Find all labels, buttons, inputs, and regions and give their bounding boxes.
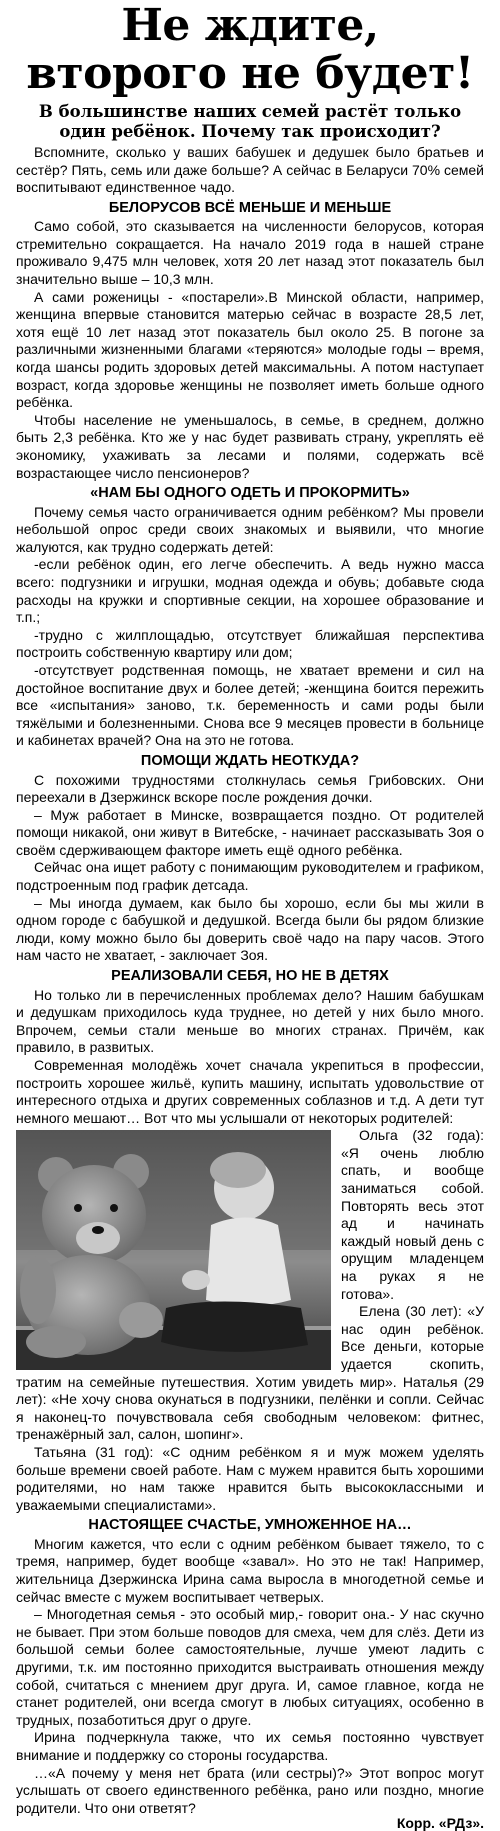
paragraph: А сами роженицы - «постарели».В Минской области, например, женщина впервые становится матерью сейчас в возрасте 28,5 лет, хотя ещё 10 лет назад этот показатель был около 25. В погоне за различными жизненными благами «теряются» молодые годы – время, когда шансы родить здоровых детей максимальны. А потом наступает возраст, когда здоровье женщины не позволяет иметь больше одного ребёнка. [16, 288, 484, 411]
article-lead: В большинстве наших семей растёт только один ребёнок. Почему так происходит? [38, 102, 462, 141]
paragraph: Чтобы население не уменьшалось, в семье, в среднем, должно быть 2,3 ребёнка. Кто же у нас будет развивать страну, укреплять её экономику, ухаживать за лесами и полями, содержать всё возрастающее число пенсионеров? [16, 411, 484, 481]
paragraph: С похожими трудностями столкнулась семья Грибовских. Они переехали в Дзержинск вскоре после рождения дочки. [16, 771, 484, 806]
paragraph: Многим кажется, что если с одним ребёнком бывает тяжело, то с тремя, например, будет вообще «завал». Но это не так! Например, жительница Дзержинска Ирина сама выросла в многодетной семье и сейчас вместе с мужем воспитывает четверых. [16, 1535, 484, 1605]
paragraph: -отсутствует родственная помощь, не хватает времени и сил на достойное воспитание двух и более детей; -женщина боится пережить все «испытания» заново, т.к. беременность и сами роды были тяжёлыми и болезненными. Снова все 9 месяцев провести в больнице и кабинетах врачей? Она на это не готова. [16, 662, 484, 749]
paragraph: …«А почему у меня нет брата (или сестры)?» Этот вопрос могут услышать от своего единственного ребёнка, рано или поздно, многие родители. Что они ответят? [16, 1764, 484, 1816]
photo-child-with-teddy-bear [16, 1130, 331, 1370]
paragraph: -если ребёнок один, его легче обеспечить. А ведь нужно масса всего: подгузники и игрушки, модная одежда и обувь; добавьте сюда расходы на кружки и спортивные секции, на хорошее образование и т.п.; [16, 556, 484, 626]
paragraph: Сейчас она ищет работу с понимающим руководителем и графиком, подстроенным под график детсада. [16, 859, 484, 894]
paragraph: – Мы иногда думаем, как было бы хорошо, если бы мы жили в одном городе с бабушкой и дедушкой. Всегда были бы рядом близкие люди, кому можно было бы доверить своё чадо на пару часов. Этого нам часто не хватает, - заключает Зоя. [16, 894, 484, 964]
paragraph: – Многодетная семья - это особый мир,- говорит она.- У нас скучно не бывает. При этом больше поводов для смеха, чем для слёз. Дети из большой семьи более самостоятельные, лучше умеют ладить с другими, т.к. им постоянно приходится выстраивать отношения между собой, считаться с мнением друг друга. И, самое главное, когда не станет родителей, они всегда смогут в любых ситуациях, особенно в трудных, позаботиться друг о друге. [16, 1606, 484, 1728]
paragraph-intro: Вспомните, сколько у ваших бабушек и дедушек было братьев и сестёр? Пять, семь или даже больше? А сейчас в Беларуси 70% семей воспитывают единственное чадо. [16, 144, 484, 196]
paragraph: – Муж работает в Минске, возвращается поздно. От родителей помощи никакой, они живут в Витебске, - начинает рассказывать Зоя о своём сдерживающем факторе иметь ещё одного ребёнка. [16, 806, 484, 858]
article [0, 2, 500, 1831]
photo-illustration [16, 1130, 331, 1370]
paragraph-quote-elena: Елена (30 лет): «У нас один ребёнок. Все деньги, которые удается скопить, тратим на семейные путешествия. Хотим увидеть мир». Наталья (29 лет): «Не хочу снова окунаться в подгузники, пелёнки и сопли. Сейчас я наконец-то почувствовала себя свободным человеком: фитнес, тренажёрный зал, салон, шопинг». [16, 1303, 484, 1443]
paragraph: Ирина подчеркнула также, что их семья постоянно чувствует внимание и поддержку со стороны государства. [16, 1729, 484, 1763]
paragraph: -трудно с жилплощадью, отсутствует ближайшая перспектива построить собственную квартиру или дом; [16, 626, 484, 661]
paragraph: Современная молодёжь хочет сначала укрепиться в профессии, построить хорошее жильё, купить машину, испытать удовольствие от интересного отдыха и других современных соблазнов и т.д. А дети тут немного мешают… Вот что мы услышали от некоторых родителей: [16, 1056, 484, 1126]
section-heading-4: РЕАЛИЗОВАЛИ СЕБЯ, НО НЕ В ДЕТЯХ [111, 968, 389, 985]
article-title: Не ждите, второго не будет! [26, 0, 474, 99]
section-heading-2: «НАМ БЫ ОДНОГО ОДЕТЬ И ПРОКОРМИТЬ» [90, 485, 410, 502]
paragraph-quote-olga: Ольга (32 года): «Я очень люблю спать, и вообще заниматься собой. Повторять весь этот ад и начинать каждый новый день с орущим младенцем на руках я не готова». [341, 1127, 484, 1302]
section-heading-5: НАСТОЯЩЕЕ СЧАСТЬЕ, УМНОЖЕННОЕ НА… [88, 1517, 412, 1534]
author-signature: Корр. «РДз». [396, 1815, 484, 1831]
section-heading-3: ПОМОЩИ ЖДАТЬ НЕОТКУДА? [140, 753, 360, 769]
article-body [16, 144, 484, 1831]
paragraph: Но только ли в перечисленных проблемах дело? Нашим бабушкам и дедушкам приходилось куда труднее, но детей у них было много. Впрочем, семьи стали меньше во многих странах. Причём, как правило, в развитых. [16, 986, 484, 1056]
section-heading-1: БЕЛОРУСОВ ВСЁ МЕНЬШЕ И МЕНЬШЕ [108, 199, 392, 216]
paragraph-quote-tatiana: Татьяна (31 год): «С одним ребёнком я и муж можем уделять больше времени своей работе. Нам с мужем нравится быть хорошими родителями, но нам также нравится быть высококлассными и уважаемыми специалистами». [16, 1443, 484, 1513]
paragraph: Почему семья часто ограничивается одним ребёнком? Мы провели небольшой опрос среди своих знакомых и выявили, что многие жалуются, как трудно содержать детей: [16, 503, 484, 555]
paragraph: Само собой, это сказывается на численности белорусов, которая стремительно сокращается. На начало 2019 года в нашей стране проживало 9,475 млн человек, хотя 20 лет назад этот показатель был значительно выше – 10,3 млн. [16, 218, 484, 288]
